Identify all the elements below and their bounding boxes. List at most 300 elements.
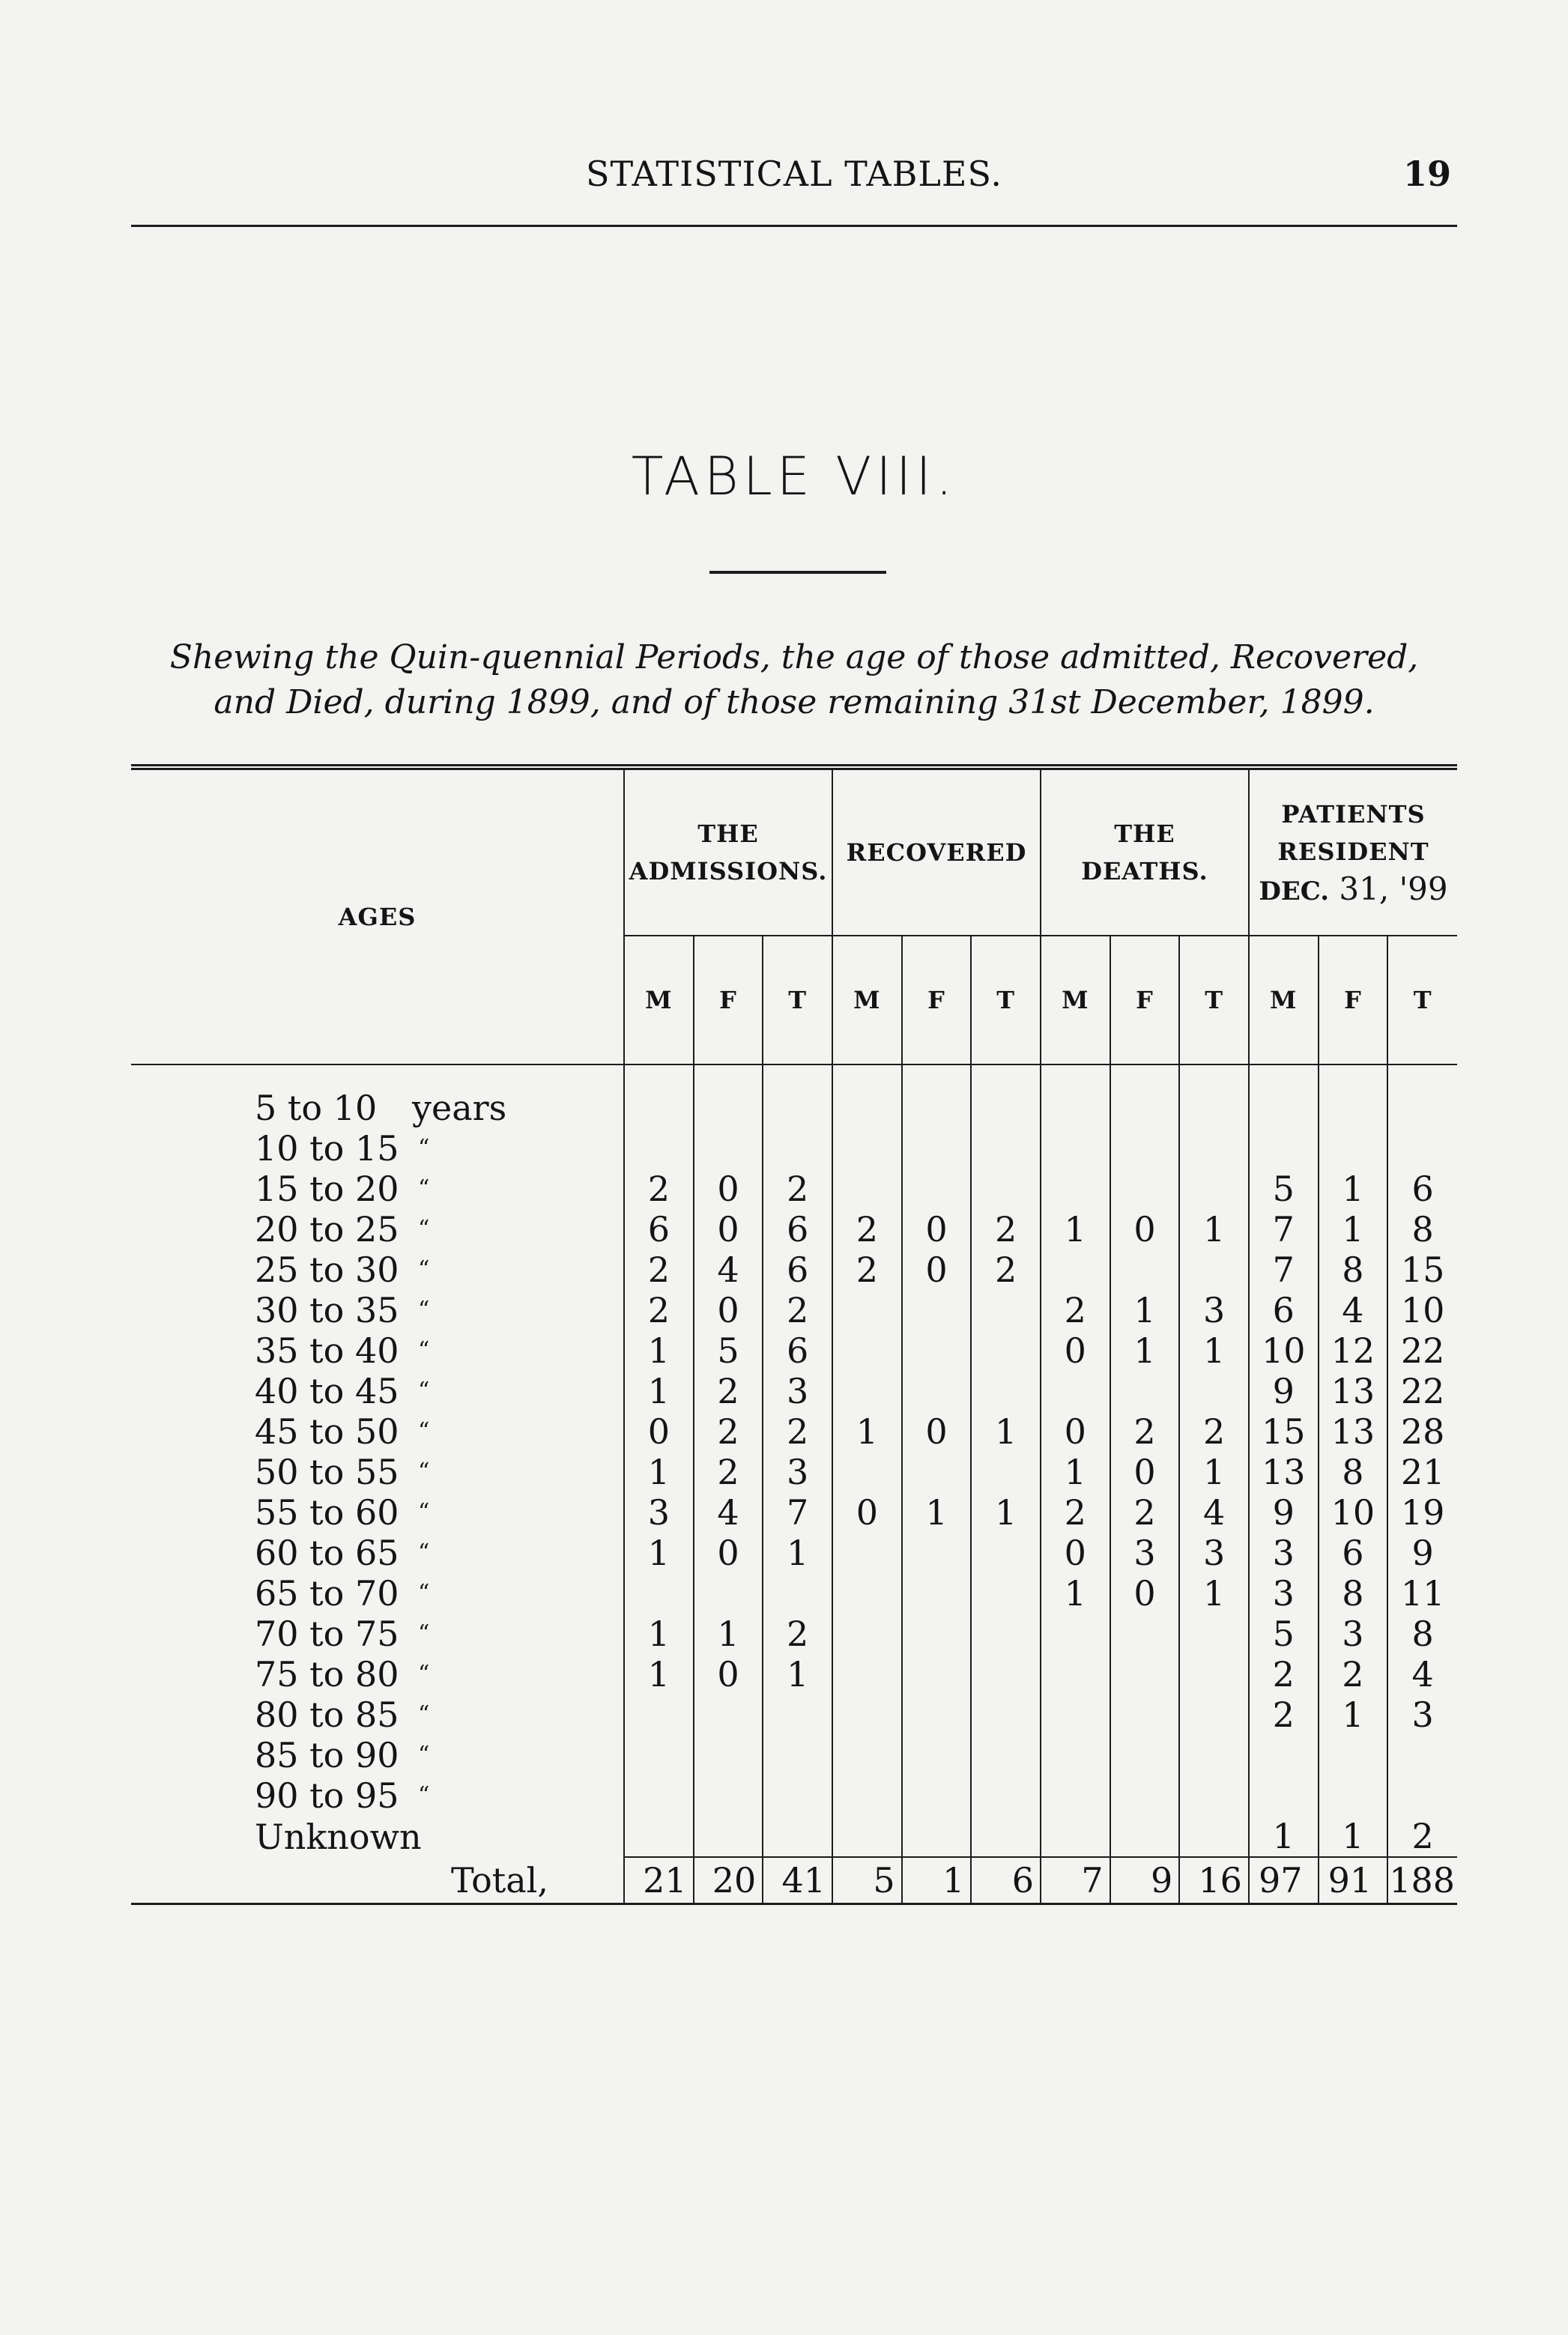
age-range-cell <box>131 1250 624 1290</box>
age-range-label: 70 to 75 <box>255 1614 399 1654</box>
recovered-value-cell: 2 <box>971 1250 1041 1290</box>
admissions-value-cell <box>624 1816 694 1857</box>
resident-header <box>1249 767 1457 936</box>
age-ditto-mark: “ <box>418 1297 430 1323</box>
age-ditto-mark: “ <box>418 1256 430 1282</box>
deaths-value-cell <box>1179 1250 1249 1290</box>
resident-value-cell: 4 <box>1387 1654 1457 1695</box>
table-row <box>131 1371 1457 1411</box>
resident-value-cell <box>1249 1775 1319 1816</box>
table-title: TABLE VIII. <box>631 446 957 507</box>
admissions-sub-header: T <box>763 936 832 1064</box>
subtitle-line-2: and Died, during 1899, and of those remaining 31st December, 1899. <box>214 683 1375 721</box>
recovered-value-cell: 0 <box>902 1250 972 1290</box>
resident-value-cell: 22 <box>1387 1330 1457 1371</box>
recovered-header <box>832 767 1041 936</box>
resident-value-cell: 1 <box>1319 1169 1388 1209</box>
admissions-header-line-2: ADMISSIONS. <box>629 857 828 885</box>
deaths-value-cell: 1 <box>1041 1452 1110 1492</box>
age-range-label: 20 to 25 <box>255 1209 399 1250</box>
age-range-cell <box>131 1290 624 1330</box>
age-ditto-mark: “ <box>418 1742 430 1768</box>
deaths-value-cell: 2 <box>1179 1411 1249 1452</box>
resident-value-cell: 22 <box>1387 1371 1457 1411</box>
resident-value-cell: 12 <box>1319 1330 1388 1371</box>
resident-total-cell: 97 <box>1249 1857 1319 1904</box>
recovered-value-cell <box>902 1654 972 1695</box>
resident-value-cell: 2 <box>1249 1654 1319 1695</box>
recovered-value-cell <box>832 1128 902 1169</box>
age-ditto-mark: “ <box>418 1378 430 1404</box>
table-row <box>131 1775 1457 1816</box>
title-rule <box>709 571 886 574</box>
resident-value-cell: 6 <box>1387 1169 1457 1209</box>
deaths-value-cell: 1 <box>1041 1573 1110 1614</box>
deaths-value-cell <box>1179 1735 1249 1775</box>
resident-value-cell: 10 <box>1249 1330 1319 1371</box>
resident-value-cell <box>1387 1775 1457 1816</box>
deaths-value-cell: 3 <box>1110 1533 1180 1573</box>
table-row <box>131 1695 1457 1735</box>
admissions-value-cell: 1 <box>763 1533 832 1573</box>
deaths-value-cell <box>1179 1371 1249 1411</box>
admissions-value-cell <box>694 1695 763 1735</box>
deaths-header <box>1041 767 1249 936</box>
admissions-value-cell: 4 <box>694 1250 763 1290</box>
recovered-value-cell: 0 <box>832 1492 902 1533</box>
resident-header-dec: DEC. <box>1259 876 1330 906</box>
recovered-value-cell: 0 <box>902 1411 972 1452</box>
resident-value-cell <box>1387 1088 1457 1128</box>
age-range-cell <box>131 1128 624 1169</box>
recovered-value-cell <box>902 1290 972 1330</box>
resident-value-cell <box>1249 1128 1319 1169</box>
age-range-cell <box>131 1492 624 1533</box>
deaths-sub-header: F <box>1110 936 1180 1064</box>
deaths-value-cell: 1 <box>1110 1330 1180 1371</box>
recovered-value-cell <box>902 1128 972 1169</box>
deaths-value-cell <box>1041 1775 1110 1816</box>
age-range-label: 50 to 55 <box>255 1452 399 1492</box>
table-row <box>131 1533 1457 1573</box>
spacer-cell <box>624 1064 694 1088</box>
deaths-value-cell <box>1041 1695 1110 1735</box>
resident-value-cell <box>1319 1128 1388 1169</box>
deaths-value-cell <box>1110 1250 1180 1290</box>
deaths-value-cell: 1 <box>1179 1573 1249 1614</box>
resident-value-cell <box>1319 1775 1388 1816</box>
table-subtitle <box>131 635 1457 725</box>
admissions-value-cell: 1 <box>624 1371 694 1411</box>
admissions-value-cell: 0 <box>694 1654 763 1695</box>
resident-value-cell: 3 <box>1249 1573 1319 1614</box>
admissions-value-cell: 3 <box>763 1371 832 1411</box>
age-range-label: 65 to 70 <box>255 1573 399 1614</box>
deaths-value-cell <box>1110 1735 1180 1775</box>
resident-value-cell: 15 <box>1387 1250 1457 1290</box>
deaths-value-cell <box>1041 1088 1110 1128</box>
admissions-value-cell: 1 <box>763 1654 832 1695</box>
table-row <box>131 1492 1457 1533</box>
deaths-value-cell <box>1110 1169 1180 1209</box>
recovered-total-cell: 6 <box>971 1857 1041 1904</box>
table-row <box>131 1411 1457 1452</box>
deaths-value-cell <box>1179 1169 1249 1209</box>
recovered-value-cell <box>971 1695 1041 1735</box>
age-range-cell <box>131 1411 624 1452</box>
table-row <box>131 1816 1457 1857</box>
admissions-value-cell <box>624 1128 694 1169</box>
table-row <box>131 1209 1457 1250</box>
recovered-value-cell <box>971 1816 1041 1857</box>
deaths-value-cell <box>1041 1654 1110 1695</box>
age-range-cell <box>131 1775 624 1816</box>
deaths-total-cell: 9 <box>1110 1857 1180 1904</box>
admissions-value-cell <box>763 1695 832 1735</box>
deaths-value-cell <box>1179 1088 1249 1128</box>
deaths-value-cell <box>1179 1695 1249 1735</box>
admissions-value-cell: 0 <box>624 1411 694 1452</box>
admissions-value-cell: 2 <box>624 1250 694 1290</box>
recovered-sub-header: M <box>832 936 902 1064</box>
deaths-value-cell <box>1110 1695 1180 1735</box>
age-range-label: 25 to 30 <box>255 1250 399 1290</box>
deaths-value-cell: 1 <box>1179 1452 1249 1492</box>
age-ditto-mark: “ <box>418 1216 430 1242</box>
age-range-label: 40 to 45 <box>255 1371 399 1411</box>
admissions-value-cell: 0 <box>694 1209 763 1250</box>
recovered-value-cell <box>971 1614 1041 1654</box>
admissions-value-cell <box>694 1128 763 1169</box>
recovered-sub-header: F <box>902 936 972 1064</box>
resident-value-cell: 4 <box>1319 1290 1388 1330</box>
recovered-value-cell <box>971 1371 1041 1411</box>
deaths-value-cell: 0 <box>1041 1533 1110 1573</box>
age-ditto-mark: “ <box>418 1701 430 1727</box>
recovered-value-cell <box>902 1169 972 1209</box>
spacer-cell <box>971 1064 1041 1088</box>
admissions-value-cell: 1 <box>624 1330 694 1371</box>
age-range-label: 15 to 20 <box>255 1169 399 1209</box>
resident-value-cell <box>1387 1735 1457 1775</box>
recovered-value-cell <box>971 1654 1041 1695</box>
deaths-value-cell: 2 <box>1041 1492 1110 1533</box>
deaths-value-cell <box>1041 1169 1110 1209</box>
admissions-value-cell: 2 <box>763 1290 832 1330</box>
resident-value-cell <box>1249 1088 1319 1128</box>
admissions-value-cell: 1 <box>624 1614 694 1654</box>
resident-value-cell: 8 <box>1319 1250 1388 1290</box>
resident-total-cell: 91 <box>1319 1857 1388 1904</box>
deaths-value-cell: 3 <box>1179 1533 1249 1573</box>
admissions-value-cell: 2 <box>694 1452 763 1492</box>
table-row <box>131 1452 1457 1492</box>
admissions-value-cell: 1 <box>694 1614 763 1654</box>
resident-header-line-3 <box>1250 870 1457 910</box>
admissions-value-cell <box>624 1735 694 1775</box>
table-row <box>131 1573 1457 1614</box>
resident-value-cell: 7 <box>1249 1250 1319 1290</box>
admissions-value-cell <box>763 1573 832 1614</box>
age-ditto-mark: “ <box>418 1782 430 1808</box>
admissions-value-cell <box>624 1775 694 1816</box>
table-row <box>131 1169 1457 1209</box>
running-header <box>131 154 1457 206</box>
resident-total-cell: 188 <box>1387 1857 1457 1904</box>
recovered-value-cell <box>902 1695 972 1735</box>
deaths-sub-header: T <box>1179 936 1249 1064</box>
deaths-value-cell: 1 <box>1110 1290 1180 1330</box>
age-ditto-mark: “ <box>418 1661 430 1687</box>
admissions-value-cell: 3 <box>624 1492 694 1533</box>
statistics-table <box>131 764 1457 1905</box>
age-range-cell <box>131 1614 624 1654</box>
admissions-value-cell <box>694 1735 763 1775</box>
recovered-value-cell: 2 <box>832 1209 902 1250</box>
deaths-value-cell <box>1041 1128 1110 1169</box>
deaths-value-cell: 1 <box>1041 1209 1110 1250</box>
page-number: 19 <box>1402 154 1451 194</box>
admissions-header <box>624 767 832 936</box>
deaths-value-cell <box>1110 1654 1180 1695</box>
recovered-total-cell: 1 <box>902 1857 972 1904</box>
age-range-cell <box>131 1735 624 1775</box>
resident-value-cell: 1 <box>1319 1209 1388 1250</box>
recovered-value-cell <box>971 1169 1041 1209</box>
resident-value-cell: 28 <box>1387 1411 1457 1452</box>
age-range-cell <box>131 1371 624 1411</box>
total-label: Total, <box>450 1859 549 1901</box>
resident-value-cell: 9 <box>1249 1492 1319 1533</box>
resident-value-cell: 8 <box>1387 1209 1457 1250</box>
resident-value-cell: 8 <box>1319 1573 1388 1614</box>
age-range-label: 55 to 60 <box>255 1492 399 1533</box>
recovered-value-cell <box>902 1614 972 1654</box>
header-rule <box>131 225 1457 227</box>
admissions-value-cell: 2 <box>763 1169 832 1209</box>
deaths-value-cell <box>1179 1128 1249 1169</box>
age-range-label: 75 to 80 <box>255 1654 399 1695</box>
admissions-value-cell: 6 <box>763 1250 832 1290</box>
age-range-cell <box>131 1816 624 1857</box>
deaths-value-cell: 0 <box>1041 1411 1110 1452</box>
recovered-value-cell <box>832 1533 902 1573</box>
resident-value-cell: 5 <box>1249 1614 1319 1654</box>
resident-value-cell: 10 <box>1319 1492 1388 1533</box>
recovered-value-cell <box>902 1371 972 1411</box>
deaths-value-cell: 0 <box>1110 1452 1180 1492</box>
recovered-total-cell: 5 <box>832 1857 902 1904</box>
resident-value-cell: 6 <box>1319 1533 1388 1573</box>
admissions-total-cell: 20 <box>694 1857 763 1904</box>
age-range-label: 45 to 50 <box>255 1411 399 1452</box>
admissions-value-cell <box>763 1128 832 1169</box>
spacer-cell <box>1319 1064 1388 1088</box>
spacer-cell <box>1387 1064 1457 1088</box>
table-row <box>131 1614 1457 1654</box>
recovered-value-cell <box>832 1735 902 1775</box>
admissions-value-cell: 1 <box>624 1533 694 1573</box>
deaths-header-line-1: THE <box>1114 820 1175 848</box>
recovered-value-cell: 1 <box>971 1411 1041 1452</box>
age-range-cell <box>131 1533 624 1573</box>
resident-header-line-2: RESIDENT <box>1277 837 1429 866</box>
resident-header-date: 31, '99 <box>1339 870 1448 907</box>
age-range-label: Unknown <box>255 1816 422 1857</box>
age-range-cell <box>131 1695 624 1735</box>
age-ditto-mark: “ <box>418 1620 430 1647</box>
recovered-value-cell: 0 <box>902 1209 972 1250</box>
subtitle-line-1: Shewing the Quin-quennial Periods, the age of those admitted, Recovered, <box>169 638 1419 676</box>
spacer-cell <box>763 1064 832 1088</box>
recovered-value-cell: 1 <box>902 1492 972 1533</box>
recovered-value-cell <box>832 1695 902 1735</box>
recovered-value-cell: 2 <box>832 1250 902 1290</box>
admissions-value-cell <box>624 1088 694 1128</box>
admissions-value-cell <box>763 1735 832 1775</box>
admissions-value-cell <box>694 1573 763 1614</box>
recovered-value-cell <box>902 1088 972 1128</box>
running-title: STATISTICAL TABLES. <box>586 154 1002 194</box>
recovered-value-cell: 1 <box>971 1492 1041 1533</box>
resident-value-cell: 1 <box>1319 1695 1388 1735</box>
recovered-value-cell <box>902 1816 972 1857</box>
resident-value-cell: 1 <box>1249 1816 1319 1857</box>
deaths-value-cell: 0 <box>1041 1330 1110 1371</box>
deaths-value-cell <box>1041 1614 1110 1654</box>
age-range-cell <box>131 1452 624 1492</box>
recovered-value-cell <box>832 1371 902 1411</box>
admissions-value-cell <box>763 1775 832 1816</box>
recovered-value-cell <box>971 1330 1041 1371</box>
resident-value-cell: 10 <box>1387 1290 1457 1330</box>
age-range-cell <box>131 1088 624 1128</box>
resident-value-cell: 5 <box>1249 1169 1319 1209</box>
admissions-value-cell <box>624 1695 694 1735</box>
resident-value-cell: 3 <box>1249 1533 1319 1573</box>
resident-value-cell: 13 <box>1319 1371 1388 1411</box>
resident-value-cell: 15 <box>1249 1411 1319 1452</box>
deaths-value-cell: 2 <box>1110 1411 1180 1452</box>
resident-value-cell: 6 <box>1249 1290 1319 1330</box>
deaths-value-cell: 0 <box>1110 1209 1180 1250</box>
age-ditto-mark: “ <box>418 1580 430 1606</box>
deaths-value-cell <box>1179 1775 1249 1816</box>
resident-value-cell: 1 <box>1319 1816 1388 1857</box>
recovered-value-cell <box>832 1452 902 1492</box>
recovered-value-cell <box>971 1533 1041 1573</box>
recovered-value-cell <box>971 1735 1041 1775</box>
admissions-value-cell <box>763 1816 832 1857</box>
admissions-value-cell: 6 <box>763 1330 832 1371</box>
admissions-value-cell: 3 <box>763 1452 832 1492</box>
spacer-cell <box>1110 1064 1180 1088</box>
deaths-value-cell <box>1110 1128 1180 1169</box>
age-ditto-mark: “ <box>418 1499 430 1525</box>
recovered-value-cell <box>832 1330 902 1371</box>
admissions-value-cell <box>763 1088 832 1128</box>
table-row <box>131 1654 1457 1695</box>
age-ditto-mark: “ <box>418 1175 430 1202</box>
table-row <box>131 1250 1457 1290</box>
admissions-header-line-1: THE <box>697 820 759 848</box>
resident-value-cell: 11 <box>1387 1573 1457 1614</box>
deaths-value-cell: 4 <box>1179 1492 1249 1533</box>
admissions-value-cell: 0 <box>694 1533 763 1573</box>
admissions-value-cell: 6 <box>624 1209 694 1250</box>
resident-sub-header: F <box>1319 936 1388 1064</box>
deaths-sub-header: M <box>1041 936 1110 1064</box>
deaths-value-cell: 2 <box>1110 1492 1180 1533</box>
table-row <box>131 1290 1457 1330</box>
age-range-cell <box>131 1169 624 1209</box>
deaths-value-cell: 3 <box>1179 1290 1249 1330</box>
table-body <box>131 1064 1457 1904</box>
resident-value-cell: 9 <box>1249 1371 1319 1411</box>
age-range-label: 5 to 10 <box>255 1088 378 1128</box>
admissions-value-cell: 4 <box>694 1492 763 1533</box>
recovered-value-cell <box>832 1088 902 1128</box>
resident-value-cell <box>1249 1735 1319 1775</box>
resident-value-cell: 3 <box>1319 1614 1388 1654</box>
recovered-value-cell <box>832 1573 902 1614</box>
resident-value-cell: 2 <box>1319 1654 1388 1695</box>
age-range-label: 85 to 90 <box>255 1735 399 1775</box>
age-range-cell <box>131 1654 624 1695</box>
age-range-label: 80 to 85 <box>255 1695 399 1735</box>
recovered-value-cell <box>971 1573 1041 1614</box>
recovered-value-cell <box>971 1452 1041 1492</box>
resident-value-cell: 2 <box>1387 1816 1457 1857</box>
recovered-value-cell: 1 <box>832 1411 902 1452</box>
admissions-value-cell: 1 <box>624 1452 694 1492</box>
admissions-value-cell <box>694 1816 763 1857</box>
age-ditto-mark: years <box>412 1088 507 1128</box>
recovered-value-cell: 2 <box>971 1209 1041 1250</box>
admissions-value-cell: 2 <box>624 1169 694 1209</box>
admissions-sub-header: M <box>624 936 694 1064</box>
resident-value-cell: 8 <box>1319 1452 1388 1492</box>
recovered-value-cell <box>902 1775 972 1816</box>
admissions-value-cell <box>624 1573 694 1614</box>
age-ditto-mark: “ <box>418 1539 430 1566</box>
age-range-cell <box>131 1209 624 1250</box>
recovered-sub-header: T <box>971 936 1041 1064</box>
recovered-value-cell <box>832 1614 902 1654</box>
table-row <box>131 1088 1457 1128</box>
age-range-label: 60 to 65 <box>255 1533 399 1573</box>
admissions-sub-header: F <box>694 936 763 1064</box>
spacer-row <box>131 1064 1457 1088</box>
recovered-header-line-1: RECOVERED <box>846 838 1027 867</box>
resident-value-cell <box>1387 1128 1457 1169</box>
deaths-value-cell <box>1179 1654 1249 1695</box>
admissions-value-cell: 2 <box>694 1411 763 1452</box>
resident-value-cell: 13 <box>1249 1452 1319 1492</box>
resident-sub-header: T <box>1387 936 1457 1064</box>
age-range-label: 10 to 15 <box>255 1128 399 1169</box>
deaths-total-cell: 16 <box>1179 1857 1249 1904</box>
resident-value-cell: 2 <box>1249 1695 1319 1735</box>
deaths-value-cell <box>1110 1088 1180 1128</box>
admissions-value-cell: 7 <box>763 1492 832 1533</box>
admissions-value-cell: 2 <box>624 1290 694 1330</box>
admissions-value-cell: 2 <box>763 1411 832 1452</box>
admissions-value-cell: 2 <box>763 1614 832 1654</box>
recovered-value-cell <box>971 1775 1041 1816</box>
deaths-value-cell <box>1110 1371 1180 1411</box>
spacer-cell <box>1041 1064 1110 1088</box>
